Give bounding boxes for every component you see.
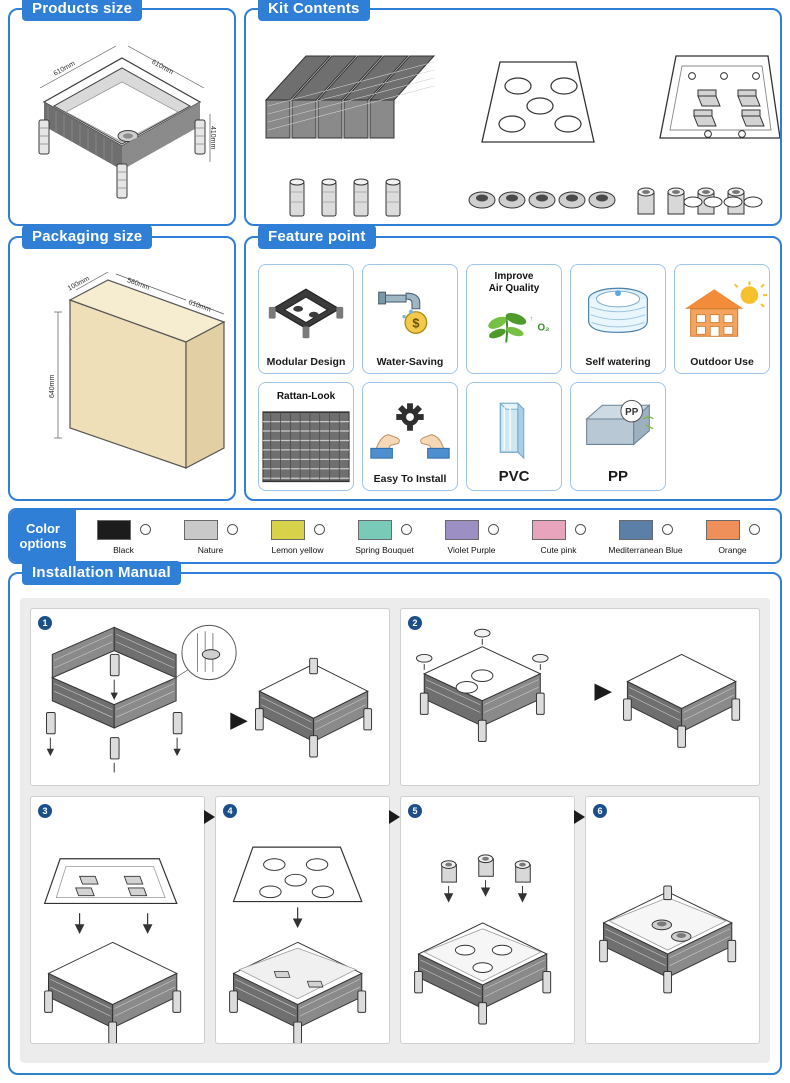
color-option-mediterranean-blue[interactable] bbox=[602, 510, 689, 562]
products-size-panel bbox=[8, 0, 236, 226]
house-sun-icon bbox=[675, 269, 769, 355]
pkg-depth-label: 610mm bbox=[187, 299, 212, 314]
step-3-diagram bbox=[31, 797, 204, 1043]
feature-label-pp: PP bbox=[607, 468, 628, 485]
feature-point-title: Feature point bbox=[258, 225, 376, 249]
o2-label: O₂ bbox=[537, 322, 550, 334]
modular-design-icon bbox=[259, 269, 353, 355]
feature-label-water-saving: Water-Saving bbox=[376, 355, 444, 368]
feature-label-pvc: PVC bbox=[498, 468, 530, 485]
installation-step-2 bbox=[400, 608, 760, 786]
color-swatch-row bbox=[80, 510, 776, 562]
installation-step-5 bbox=[400, 796, 575, 1044]
color-label-nature: Nature bbox=[197, 544, 224, 555]
kit-contents-title: Kit Contents bbox=[258, 0, 370, 21]
color-radio-violet-purple[interactable] bbox=[488, 524, 499, 535]
color-option-nature[interactable] bbox=[167, 510, 254, 562]
color-chip-spring-bouquet bbox=[358, 520, 392, 540]
step-number-1: 1 bbox=[38, 616, 52, 630]
arrow-step-3-to-4 bbox=[204, 810, 215, 824]
color-radio-nature[interactable] bbox=[227, 524, 238, 535]
feature-card-self-watering bbox=[570, 264, 666, 374]
products-size-art bbox=[10, 10, 234, 224]
svg-text:↑: ↑ bbox=[529, 313, 534, 323]
color-chip-mediterranean-blue bbox=[619, 520, 653, 540]
perforated-lid bbox=[482, 62, 594, 142]
color-label-spring-bouquet: Spring Bouquet bbox=[355, 544, 414, 555]
dim-width-label: 610mm bbox=[52, 60, 77, 78]
color-label-orange: Orange bbox=[718, 544, 747, 555]
feature-grid bbox=[258, 264, 770, 491]
installation-manual-panel bbox=[8, 564, 782, 1075]
improve-line-1: Improve bbox=[494, 271, 534, 282]
color-options-panel bbox=[8, 508, 782, 564]
hands-gear-icon bbox=[363, 387, 457, 473]
color-label-mediterranean-blue: Mediterranean Blue bbox=[608, 544, 683, 555]
step-2-diagram bbox=[401, 609, 759, 785]
color-title-line1: Color bbox=[26, 521, 60, 536]
color-radio-spring-bouquet[interactable] bbox=[401, 524, 412, 535]
dim-depth-label: 610mm bbox=[150, 58, 175, 77]
feature-card-pvc bbox=[466, 382, 562, 492]
dim-height-label: 410mm bbox=[209, 126, 216, 150]
color-chip-orange bbox=[706, 520, 740, 540]
pkg-width-label: 560mm bbox=[126, 277, 151, 292]
arrow-step-5-to-6 bbox=[574, 810, 585, 824]
step-4-diagram bbox=[216, 797, 389, 1043]
step-number-2: 2 bbox=[408, 616, 422, 630]
step-1-diagram bbox=[31, 609, 389, 785]
color-chip-nature bbox=[184, 520, 218, 540]
feature-card-pp bbox=[570, 382, 666, 492]
color-radio-cute-pink[interactable] bbox=[575, 524, 586, 535]
color-radio-black[interactable] bbox=[140, 524, 151, 535]
color-chip-violet-purple bbox=[445, 520, 479, 540]
step-number-3: 3 bbox=[38, 804, 52, 818]
svg-text:$: $ bbox=[412, 315, 420, 331]
corner-posts bbox=[290, 179, 400, 216]
plant-icon bbox=[467, 295, 561, 355]
color-option-black[interactable] bbox=[80, 510, 167, 562]
packaging-size-panel bbox=[8, 228, 236, 501]
feature-card-easy-to-install bbox=[362, 382, 458, 492]
color-option-spring-bouquet[interactable] bbox=[341, 510, 428, 562]
feature-label-self-watering: Self watering bbox=[585, 355, 651, 368]
color-chip-lemon-yellow bbox=[271, 520, 305, 540]
water-saving-icon bbox=[363, 269, 457, 355]
feature-card-improve-air-quality bbox=[466, 264, 562, 374]
self-watering-icon bbox=[571, 269, 665, 355]
installation-step-4 bbox=[215, 796, 390, 1044]
kit-contents-panel bbox=[244, 0, 782, 226]
improve-air-quality-text bbox=[467, 271, 561, 295]
color-chip-cute-pink bbox=[532, 520, 566, 540]
color-label-cute-pink: Cute pink bbox=[540, 544, 577, 555]
pvc-pipe-icon bbox=[467, 387, 561, 473]
feature-card-outdoor-use bbox=[674, 264, 770, 374]
color-option-violet-purple[interactable] bbox=[428, 510, 515, 562]
feature-label-outdoor-use: Outdoor Use bbox=[690, 355, 754, 368]
rattan-look-text: Rattan-Look bbox=[276, 390, 336, 402]
color-title-line2: options bbox=[19, 536, 67, 551]
installation-manual-title: Installation Manual bbox=[22, 561, 181, 585]
color-label-black: Black bbox=[113, 544, 134, 555]
feature-card-rattan-look bbox=[258, 382, 354, 492]
improve-line-2: Air Quality bbox=[488, 283, 540, 294]
installation-row-1 bbox=[30, 608, 760, 786]
color-label-lemon-yellow: Lemon yellow bbox=[271, 544, 324, 555]
color-radio-lemon-yellow[interactable] bbox=[314, 524, 325, 535]
wall-panels-stack bbox=[266, 56, 434, 216]
color-options-title bbox=[10, 510, 76, 562]
color-label-violet-purple: Violet Purple bbox=[447, 544, 496, 555]
step-number-6: 6 bbox=[593, 804, 607, 818]
rattan-texture-icon bbox=[259, 409, 353, 485]
feature-card-modular-design bbox=[258, 264, 354, 374]
packaging-size-art bbox=[10, 238, 234, 499]
installation-step-6 bbox=[585, 796, 760, 1044]
color-radio-orange[interactable] bbox=[749, 524, 760, 535]
o-rings bbox=[681, 188, 771, 218]
pp-material-icon bbox=[571, 387, 665, 473]
pkg-thickness-label: 100mm bbox=[66, 275, 91, 293]
kit-contents-art bbox=[246, 10, 780, 224]
step-number-4: 4 bbox=[223, 804, 237, 818]
feature-card-water-saving bbox=[362, 264, 458, 374]
base-tray bbox=[660, 56, 780, 138]
feature-label-modular-design: Modular Design bbox=[266, 355, 346, 368]
step-number-5: 5 bbox=[408, 804, 422, 818]
packaging-size-title: Packaging size bbox=[22, 225, 152, 249]
installation-step-3 bbox=[30, 796, 205, 1044]
color-option-orange[interactable] bbox=[689, 510, 776, 562]
feature-label-easy-to-install: Easy To Install bbox=[373, 473, 447, 485]
color-option-cute-pink[interactable] bbox=[515, 510, 602, 562]
arrow-step-4-to-5 bbox=[389, 810, 400, 824]
color-option-lemon-yellow[interactable] bbox=[254, 510, 341, 562]
washers bbox=[469, 192, 615, 208]
products-size-title: Products size bbox=[22, 0, 142, 21]
step-5-diagram bbox=[401, 797, 574, 1043]
installation-step-1 bbox=[30, 608, 390, 786]
installation-steps-grid bbox=[20, 598, 770, 1063]
pp-badge-label: PP bbox=[625, 406, 639, 418]
feature-point-panel bbox=[244, 228, 782, 501]
installation-row-2 bbox=[30, 796, 760, 1044]
color-chip-black bbox=[97, 520, 131, 540]
color-radio-mediterranean-blue[interactable] bbox=[662, 524, 673, 535]
pkg-height-label: 640mm bbox=[49, 374, 56, 398]
step-6-diagram bbox=[586, 797, 759, 1043]
